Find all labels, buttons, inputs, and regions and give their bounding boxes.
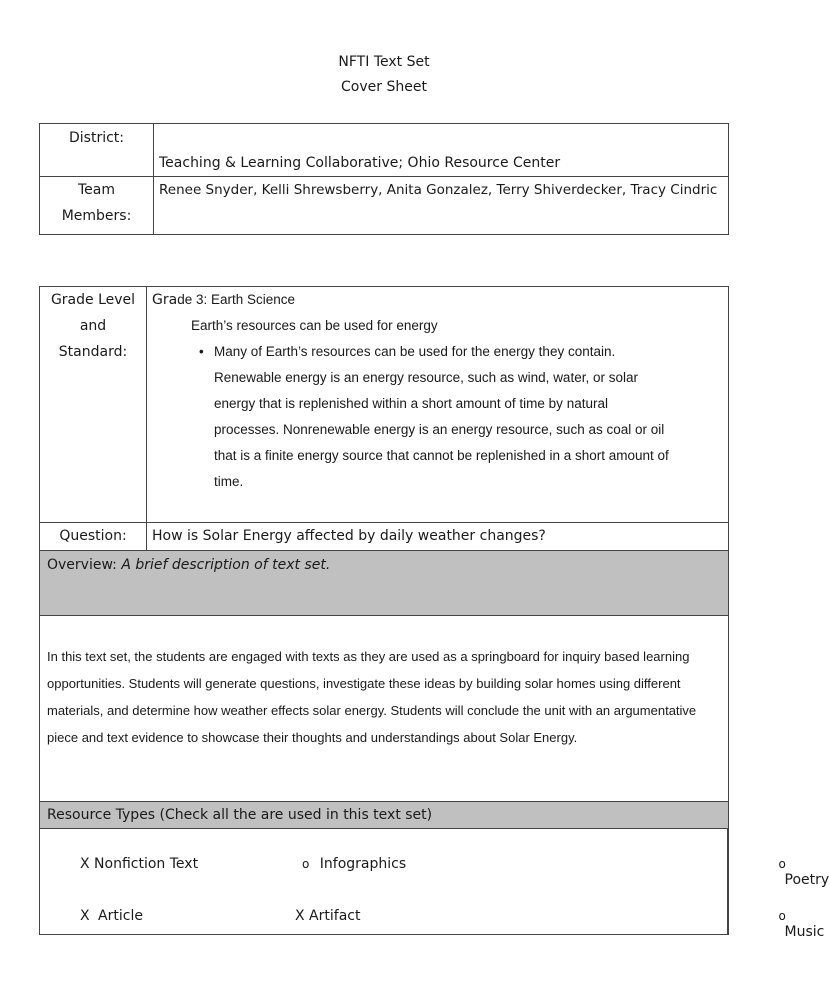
standard-content-cell (147, 287, 729, 523)
question-value-cell (147, 523, 729, 551)
standard-label-line2: and (79, 318, 107, 334)
info-table (39, 123, 729, 235)
question-label-cell (40, 523, 147, 551)
overview-text-cell (40, 616, 729, 802)
question-value: How is Solar Energy affected by daily weather changes? (152, 528, 546, 544)
resources-col-3 (727, 829, 829, 940)
standard-label-line3: Standard: (58, 344, 128, 360)
grade-line (147, 287, 728, 313)
resource-item-article[interactable] (80, 908, 143, 924)
standards-table (39, 286, 829, 940)
team-members: Renee Snyder, Kelli Shrewsberry, Anita Gonzalez, Terry Shiverdecker, Tracy Cindric (159, 182, 718, 198)
resource-label: Poetry (784, 872, 829, 888)
team-label-line1: Team (77, 182, 115, 198)
resource-label: Artifact (309, 908, 361, 924)
standard-label (40, 287, 146, 365)
standard-subtitle: Earth’s resources can be used for energy (191, 318, 438, 333)
resource-item-poetry[interactable] (779, 856, 829, 888)
resource-label: Infographics (319, 856, 407, 872)
team-label-line2: Members: (61, 208, 132, 224)
checkbox-mark: o (302, 857, 310, 871)
checkbox-mark: X (295, 908, 305, 924)
standard-bullet (147, 339, 728, 495)
team-label-cell (40, 177, 154, 235)
document-title: NFTI Text Set (338, 54, 430, 70)
overview-heading-cell (40, 551, 729, 616)
grade-prefix: Gra (152, 292, 178, 308)
resource-item-artifact[interactable] (295, 908, 360, 924)
question-label: Question: (59, 528, 127, 544)
resource-label: Nonfiction Text (94, 856, 199, 872)
standard-label-cell (40, 287, 147, 523)
overview-label: Overview: (47, 557, 122, 573)
checkbox-mark: o (778, 857, 786, 871)
district-value: Teaching & Learning Collaborative; Ohio Resource Center (159, 155, 561, 171)
district-label: District: (68, 130, 124, 146)
overview-heading-row (40, 551, 729, 616)
standard-bullet-text: Many of Earth’s resources can be used for the energy they contain. Renewable energy is an energy resource, such as wind, water, or solar energy that is replenished within a short amount of time by natural processes. Nonrenewable energy is an energy resource, such as coal or oil that is a finite energy source that cannot be replenished in a short amount of time. (214, 344, 669, 489)
checkbox-mark: o (778, 909, 786, 923)
resource-label: Music (784, 924, 825, 940)
overview-heading (40, 551, 728, 579)
document-subtitle: Cover Sheet (341, 79, 427, 95)
standard-label-line1: Grade Level (50, 292, 136, 308)
resource-item-infographics[interactable] (302, 856, 406, 872)
overview-text: In this text set, the students are engaged with texts as they are used as a springboard for inquiry based learning opportunities. Students will generate questions, investigate these ideas by building solar homes using different materials, and determine how weather effects solar energy. Students will conclude the unit with an argumentative piece and text evidence to showcase their thoughts and understandings about Solar Energy. (47, 649, 697, 745)
resource-item-nonfiction[interactable] (80, 856, 198, 872)
team-value-cell (154, 177, 729, 235)
resources-heading-cell (40, 802, 729, 829)
resource-item-music[interactable] (779, 908, 825, 940)
district-label-cell (40, 124, 154, 177)
checkbox-mark: X (80, 856, 90, 872)
resources-col-1-2 (40, 829, 728, 935)
resources-heading: Resource Types (Check all the are used in this text set) (47, 807, 433, 823)
overview-label-italic: A brief description of text set. (121, 557, 331, 573)
checkbox-mark: X (80, 908, 90, 924)
district-value-cell (154, 124, 729, 177)
resources-heading-row (40, 802, 729, 829)
grade-rest: de 3: Earth Science (177, 292, 296, 307)
team-label (40, 177, 153, 229)
document-header (0, 50, 768, 100)
bullet-icon: • (199, 344, 204, 359)
resource-label: Article (98, 908, 143, 924)
